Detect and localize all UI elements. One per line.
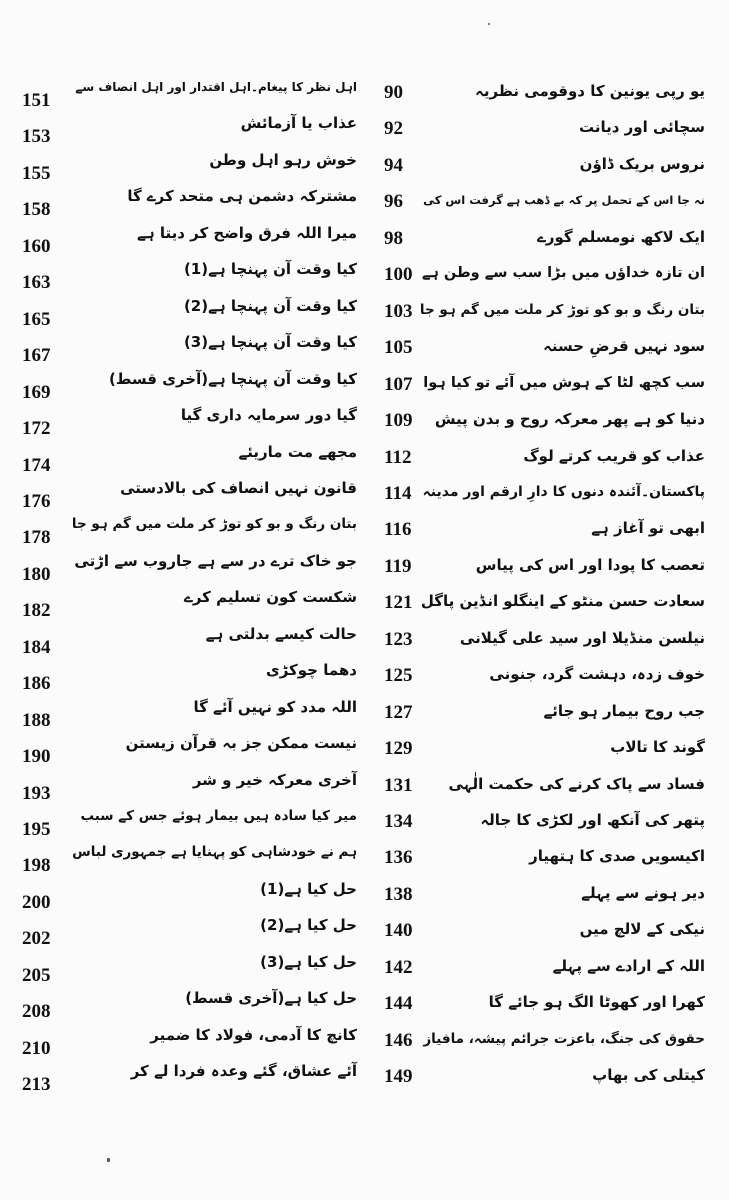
toc-entry [12,150,357,184]
toc-entry [370,80,715,110]
toc-page-number: 205 [22,964,51,986]
toc-entry [370,299,715,329]
toc-page-number: 144 [384,993,413,1015]
toc-entry [370,882,715,912]
toc-entry-title: ایک لاکھ نومسلم گورے [537,227,705,246]
toc-page-number: 155 [22,162,51,184]
toc-entry [12,809,357,839]
toc-entry [370,773,715,803]
toc-entry-title: ان تازہ خداؤں میں بڑا سب سے وطن ہے [421,265,705,282]
toc-entry [12,369,357,403]
toc-entry [370,335,715,365]
toc-page-number: 138 [384,883,413,905]
toc-entry-title: سب کچھ لٹا کے ہوش میں آئے تو کیا ہوا [423,374,705,391]
toc-entry [12,296,357,330]
toc-page-number: 149 [384,1066,413,1088]
toc-entry [370,517,715,547]
toc-entry-title: خوش رہو اہل وطن [209,150,357,169]
toc-entry [12,478,357,512]
toc-entry-title: ہم نے خودشاہی کو پہنایا ہے جمہوری لباس [72,844,357,861]
toc-entry [370,809,715,839]
toc-entry-title: ابھی تو آغاز ہے [591,519,705,538]
toc-page-number: 136 [384,847,413,869]
toc-entry [12,408,357,438]
toc-entry [12,189,357,219]
toc-page-number: 123 [384,628,413,650]
toc-entry [12,879,357,913]
toc-entry-title: عذاب یا آزمائش [240,114,357,133]
toc-page-number: 140 [384,920,413,942]
toc-entry [12,845,357,875]
toc-entry-title: اکیسویں صدی کا ہتھیار [529,847,705,866]
toc-page-number: 125 [384,665,413,687]
toc-entry [12,624,357,658]
toc-entry [12,590,357,620]
toc-page-number: 92 [384,118,403,140]
toc-entry [12,116,357,146]
toc-entry [12,335,357,365]
toc-entry [370,189,715,219]
toc-entry-title: حل کیا ہے(آخری قسط) [185,989,357,1008]
toc-page-number: 184 [22,636,51,658]
toc-entry [12,80,357,110]
toc-entry [370,700,715,730]
toc-entry-title: کھرا اور کھوٹا الگ ہو جائے گا [488,993,705,1012]
toc-entry-title: حل کیا ہے(3) [260,952,357,971]
toc-entry [370,845,715,875]
toc-page-number: 178 [22,527,51,549]
toc-entry-title: میر کیا سادہ ہیں بیمار ہوئے جس کے سبب [80,808,357,824]
toc-entry-title: نروس بریک ڈاؤن [579,154,705,173]
toc-entry-title: پاکستان۔آئندہ دنوں کا دارِ ارقم اور مدینہ [422,483,705,500]
toc-page-number: 134 [384,811,413,832]
toc-entry [12,517,357,547]
toc-entry-title: شکست کون تسلیم کرے [184,588,357,607]
toc-entry [12,991,357,1021]
toc-entry [370,226,715,256]
toc-entry-title: نیکی کے لالچ میں [579,920,705,939]
toc-entry-title: یو رپی یونین کا دوقومی نظریہ [475,82,705,100]
toc-entry-title: قانون نہیں انصاف کی بالادستی [120,478,357,497]
toc-entry [370,955,715,985]
toc-entry-title: میرا اللہ فرق واضح کر دیتا ہے [137,223,357,242]
toc-entry [370,663,715,693]
toc-entry-title: دیر ہونے سے پہلے [581,883,705,902]
toc-entry [12,952,357,986]
scan-speck [488,23,490,25]
toc-page-number: 116 [384,519,412,541]
toc-entry-title: فساد سے پاک کرنے کی حکمت الٰہی [448,774,705,793]
toc-entry [12,697,357,731]
toc-entry [12,918,357,948]
toc-page-number: 109 [384,410,413,432]
toc-page-number: 193 [22,782,51,804]
toc-page-number: 119 [384,555,412,577]
toc-entry-title: جو خاک ترے در سے ہے جاروب سے اڑتی [74,551,357,570]
toc-page-number: 98 [384,227,403,249]
toc-entry-title: کیتلی کی بھاپ [592,1066,705,1085]
toc-entry-title: حالت کیسے بدلتی ہے [205,624,357,643]
toc-entry-title: اہل نظر کا پیغام۔اہل اقتدار اور اہل انصاف سے [75,80,357,94]
toc-entry [370,991,715,1021]
toc-page-number: 160 [22,235,51,257]
toc-page-number: 112 [384,446,412,468]
toc-entry-title: حل کیا ہے(1) [260,879,357,898]
toc-entry-title: بتان رنگ و بو کو توڑ کر ملت میں گم ہو جا [419,301,705,318]
toc-page-number: 103 [384,300,413,322]
toc-entry-title: کیا وقت آن پہنچا ہے(2) [183,296,357,315]
toc-entry [370,116,715,146]
toc-page-number: 182 [22,600,51,622]
toc-page-number: 213 [22,1074,51,1096]
toc-entry-title: جب روح بیمار ہو جائے [543,701,705,720]
toc-entry [370,1064,715,1094]
toc-entry [12,1064,357,1094]
toc-page-number: 131 [384,774,413,796]
toc-entry [370,627,715,657]
toc-entry-title: گوند کا تالاب [610,738,705,757]
toc-entry-title: کیا وقت آن پہنچا ہے(آخری قسط) [108,369,357,388]
toc-entry [370,408,715,438]
toc-page-number: 188 [22,709,51,731]
toc-page-number: 94 [384,154,403,176]
toc-entry-title: حل کیا ہے(2) [260,916,357,935]
toc-entry [370,445,715,475]
toc-entry [370,262,715,292]
toc-page-number: 146 [384,1029,413,1051]
toc-entry [12,736,357,766]
toc-page-number: 90 [384,82,403,103]
toc-page-number: 165 [22,308,51,330]
toc-entry [370,918,715,948]
toc-entry-title: سعادت حسن منٹو کے اینگلو انڈین پاگل [420,592,705,611]
toc-entry [370,590,715,620]
toc-entry-title: نیلسن منڈیلا اور سید علی گیلانی [459,628,705,647]
toc-entry-title: کانچ کا آدمی، فولاد کا ضمیر [150,1025,357,1044]
scan-speck [107,1158,110,1162]
toc-page-number: 169 [22,381,51,403]
toc-entry [12,442,357,476]
toc-entry-title: دھما چوکڑی [265,661,357,680]
toc-page-number: 198 [22,855,51,877]
toc-entry-title: تعصب کا پودا اور اس کی پیاس [475,555,705,574]
toc-page-number: 180 [22,563,51,585]
toc-entry-title: اللہ مدد کو نہیں آئے گا [193,697,357,716]
toc-entry-title: گیا دور سرمایہ داری گیا [180,406,357,425]
toc-entry-title: خوف زدہ، دہشت گرد، جنونی [489,665,705,684]
toc-page-number: 202 [22,928,51,950]
toc-entry [12,223,357,257]
toc-page-number: 186 [22,673,51,695]
toc-page-number: 129 [384,738,413,760]
toc-page-number: 208 [22,1001,51,1023]
toc-page-number: 200 [22,891,51,913]
toc-page-number: 100 [384,264,413,286]
toc-page-number: 167 [22,345,51,367]
toc-page-number: 158 [22,199,51,221]
toc-entry-title: آخری معرکہ خیر و شر [192,770,357,789]
toc-page-number: 190 [22,746,51,768]
toc-entry [370,372,715,402]
toc-page-number: 151 [22,90,51,111]
toc-entry [12,551,357,585]
toc-page-number: 195 [22,819,51,840]
toc-entry-title: نہ جا اس کے تحمل پر کہ بے ڈھب ہے گرفت اس کی [423,193,705,208]
toc-entry-title: سود نہیں قرضِ حسنہ [543,337,705,356]
toc-page-number: 121 [384,592,413,614]
toc-entry-title: دنیا کو ہے پھر معرکہ روح و بدن پیش [434,410,705,429]
toc-entry-title: آئے عشاق، گئے وعدہ فردا لے کر [130,1062,357,1081]
toc-entry-title: اللہ کے ارادے سے پہلے [552,956,705,975]
toc-page-number: 174 [22,454,51,476]
toc-page-number: 142 [384,956,413,978]
toc-entry [370,1028,715,1058]
toc-page-number: 153 [22,126,51,148]
toc-entry [12,770,357,804]
toc-entry [370,481,715,511]
toc-entry [12,262,357,292]
toc-entry-title: بتان رنگ و بو کو توڑ کر ملت میں گم ہو جا [71,516,357,533]
toc-entry-title: حقوق کی جنگ، باعزت جرائم پیشہ، مافیاز [423,1030,705,1047]
toc-entry [370,554,715,584]
toc-page-number: 127 [384,701,413,723]
toc-entry-title: نیست ممکن جز بہ قرآن زیستن [125,734,357,753]
toc-page-number: 96 [384,191,403,213]
toc-page-number: 210 [22,1037,51,1059]
toc-entry-title: سچائی اور دیانت [578,118,705,137]
toc-entry-title: پتھر کی آنکھ اور لکڑی کا جالہ [480,811,705,829]
toc-entry [12,663,357,693]
toc-entry-title: مجھے مت ماریئے [238,442,357,461]
toc-page-number: 163 [22,272,51,294]
toc-entry [370,736,715,766]
toc-page-number: 107 [384,373,413,395]
toc-entry-title: عذاب کو قریب کرتے لوگ [523,446,705,465]
toc-entry [12,1025,357,1059]
toc-entry-title: کیا وقت آن پہنچا ہے(1) [183,260,357,279]
toc-entry-title: مشترکہ دشمن ہی متحد کرے گا [127,187,357,206]
toc-entry [370,153,715,183]
toc-page-number: 172 [22,418,51,440]
toc-page-number: 105 [384,337,413,359]
toc-entry-title: کیا وقت آن پہنچا ہے(3) [183,333,357,352]
toc-page-number: 114 [384,482,412,504]
toc-page-number: 176 [22,490,51,512]
